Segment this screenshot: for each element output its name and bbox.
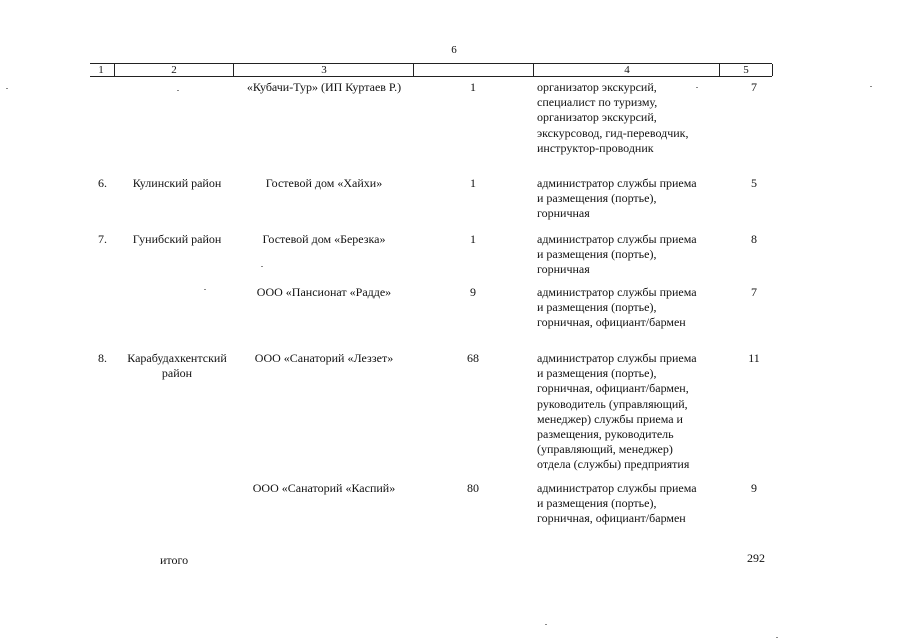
quantity-value: 1 (470, 176, 476, 190)
professions-list-line: администратор службы приема (537, 285, 697, 299)
district-name (112, 176, 242, 191)
header-col-3: 3 (233, 64, 414, 76)
professions-list-line: менеджер) службы приема и (537, 411, 683, 426)
professions-list-line: (управляющий, менеджер) (537, 442, 673, 457)
organization-name-line: ООО «Санаторий «Каспий» (252, 481, 396, 495)
professions-list-line: администратор службы приема (537, 232, 697, 246)
professions-list-line: горничная, официант/бармен, (537, 381, 689, 396)
header-col-qty (413, 64, 534, 76)
district-name-line: Гунибский район (132, 232, 222, 246)
organization-name (234, 285, 414, 300)
header-col-2: 2 (114, 64, 233, 76)
scan-speck (204, 289, 206, 290)
professions-list-line: и размещения (портье), (537, 496, 657, 511)
professions-list (537, 481, 722, 527)
professions-list (537, 176, 722, 222)
professions-list-line: организатор экскурсий, (537, 80, 657, 94)
total-value-cell: 8 (751, 232, 757, 246)
quantity-value: 1 (470, 232, 476, 246)
total-label: итого (160, 553, 189, 567)
total-value-cell: 7 (751, 80, 757, 94)
professions-list-line: экскурсовод, гид-переводчик, (537, 125, 689, 140)
professions-list-line: горничная, официант/бармен (537, 315, 686, 330)
row-number: 8. (98, 351, 107, 365)
organization-name (234, 232, 414, 247)
total-value-cell: 11 (748, 351, 760, 365)
professions-list (537, 285, 722, 331)
total-value-cell: 5 (751, 176, 757, 190)
organization-name-line: «Кубачи-Тур» (ИП Куртаев Р.) (246, 80, 402, 94)
scan-speck (261, 266, 263, 267)
organization-name (234, 176, 414, 191)
scan-speck (6, 88, 8, 89)
organization-name-line: Гостевой дом «Хайхи» (265, 176, 383, 190)
table-header (90, 63, 772, 77)
professions-list-line: горничная (537, 206, 590, 221)
quantity-value: 68 (467, 351, 479, 365)
professions-list-line: и размещения (портье), (537, 300, 657, 315)
professions-list-line: отдела (службы) предприятия (537, 457, 690, 472)
professions-list (537, 232, 722, 278)
organization-name-line: ООО «Пансионат «Радде» (256, 285, 392, 299)
professions-list-line: администратор службы приема (537, 351, 697, 365)
professions-list-line: руководитель (управляющий, (537, 396, 688, 411)
professions-list-line: и размещения (портье), (537, 191, 657, 206)
total-value-cell: 7 (751, 285, 757, 299)
row-number: 6. (98, 176, 107, 190)
professions-list-line: и размещения (портье), (537, 247, 657, 262)
row-number: 7. (98, 232, 107, 246)
scan-speck (696, 87, 698, 88)
professions-list-line: специалист по туризму, (537, 95, 658, 110)
district-name-line: район (161, 366, 193, 381)
district-name-line: Кулинский район (132, 176, 222, 190)
professions-list-line: инструктор-проводник (537, 140, 654, 155)
scan-speck (776, 637, 778, 638)
organization-name (234, 351, 414, 366)
district-name-line: Карабудахкентский (127, 351, 227, 365)
district-name (112, 232, 242, 247)
quantity-value: 80 (467, 481, 479, 495)
professions-list-line: размещения, руководитель (537, 426, 674, 441)
district-name (112, 351, 242, 381)
organization-name (234, 481, 414, 496)
professions-list-line: администратор службы приема (537, 176, 697, 190)
page-number: 6 (451, 44, 457, 56)
header-col-4: 4 (533, 64, 720, 76)
professions-list-line: администратор службы приема (537, 481, 697, 495)
header-col-1: 1 (98, 64, 104, 76)
scan-speck (177, 90, 179, 91)
total-value-cell: 9 (751, 481, 757, 495)
professions-list-line: горничная, официант/бармен (537, 511, 686, 526)
header-col-5: 5 (719, 64, 773, 76)
professions-list (537, 80, 722, 156)
organization-name (234, 80, 414, 95)
professions-list-line: организатор экскурсий, (537, 110, 657, 125)
professions-list (537, 351, 722, 473)
organization-name-line: ООО «Санаторий «Леззет» (254, 351, 394, 365)
professions-list-line: и размещения (портье), (537, 366, 657, 381)
professions-list-line: горничная (537, 262, 590, 277)
scan-speck (870, 86, 872, 87)
scan-speck (545, 624, 547, 625)
total-value: 292 (747, 551, 765, 565)
quantity-value: 1 (470, 80, 476, 94)
organization-name-line: Гостевой дом «Березка» (262, 232, 386, 246)
quantity-value: 9 (470, 285, 476, 299)
